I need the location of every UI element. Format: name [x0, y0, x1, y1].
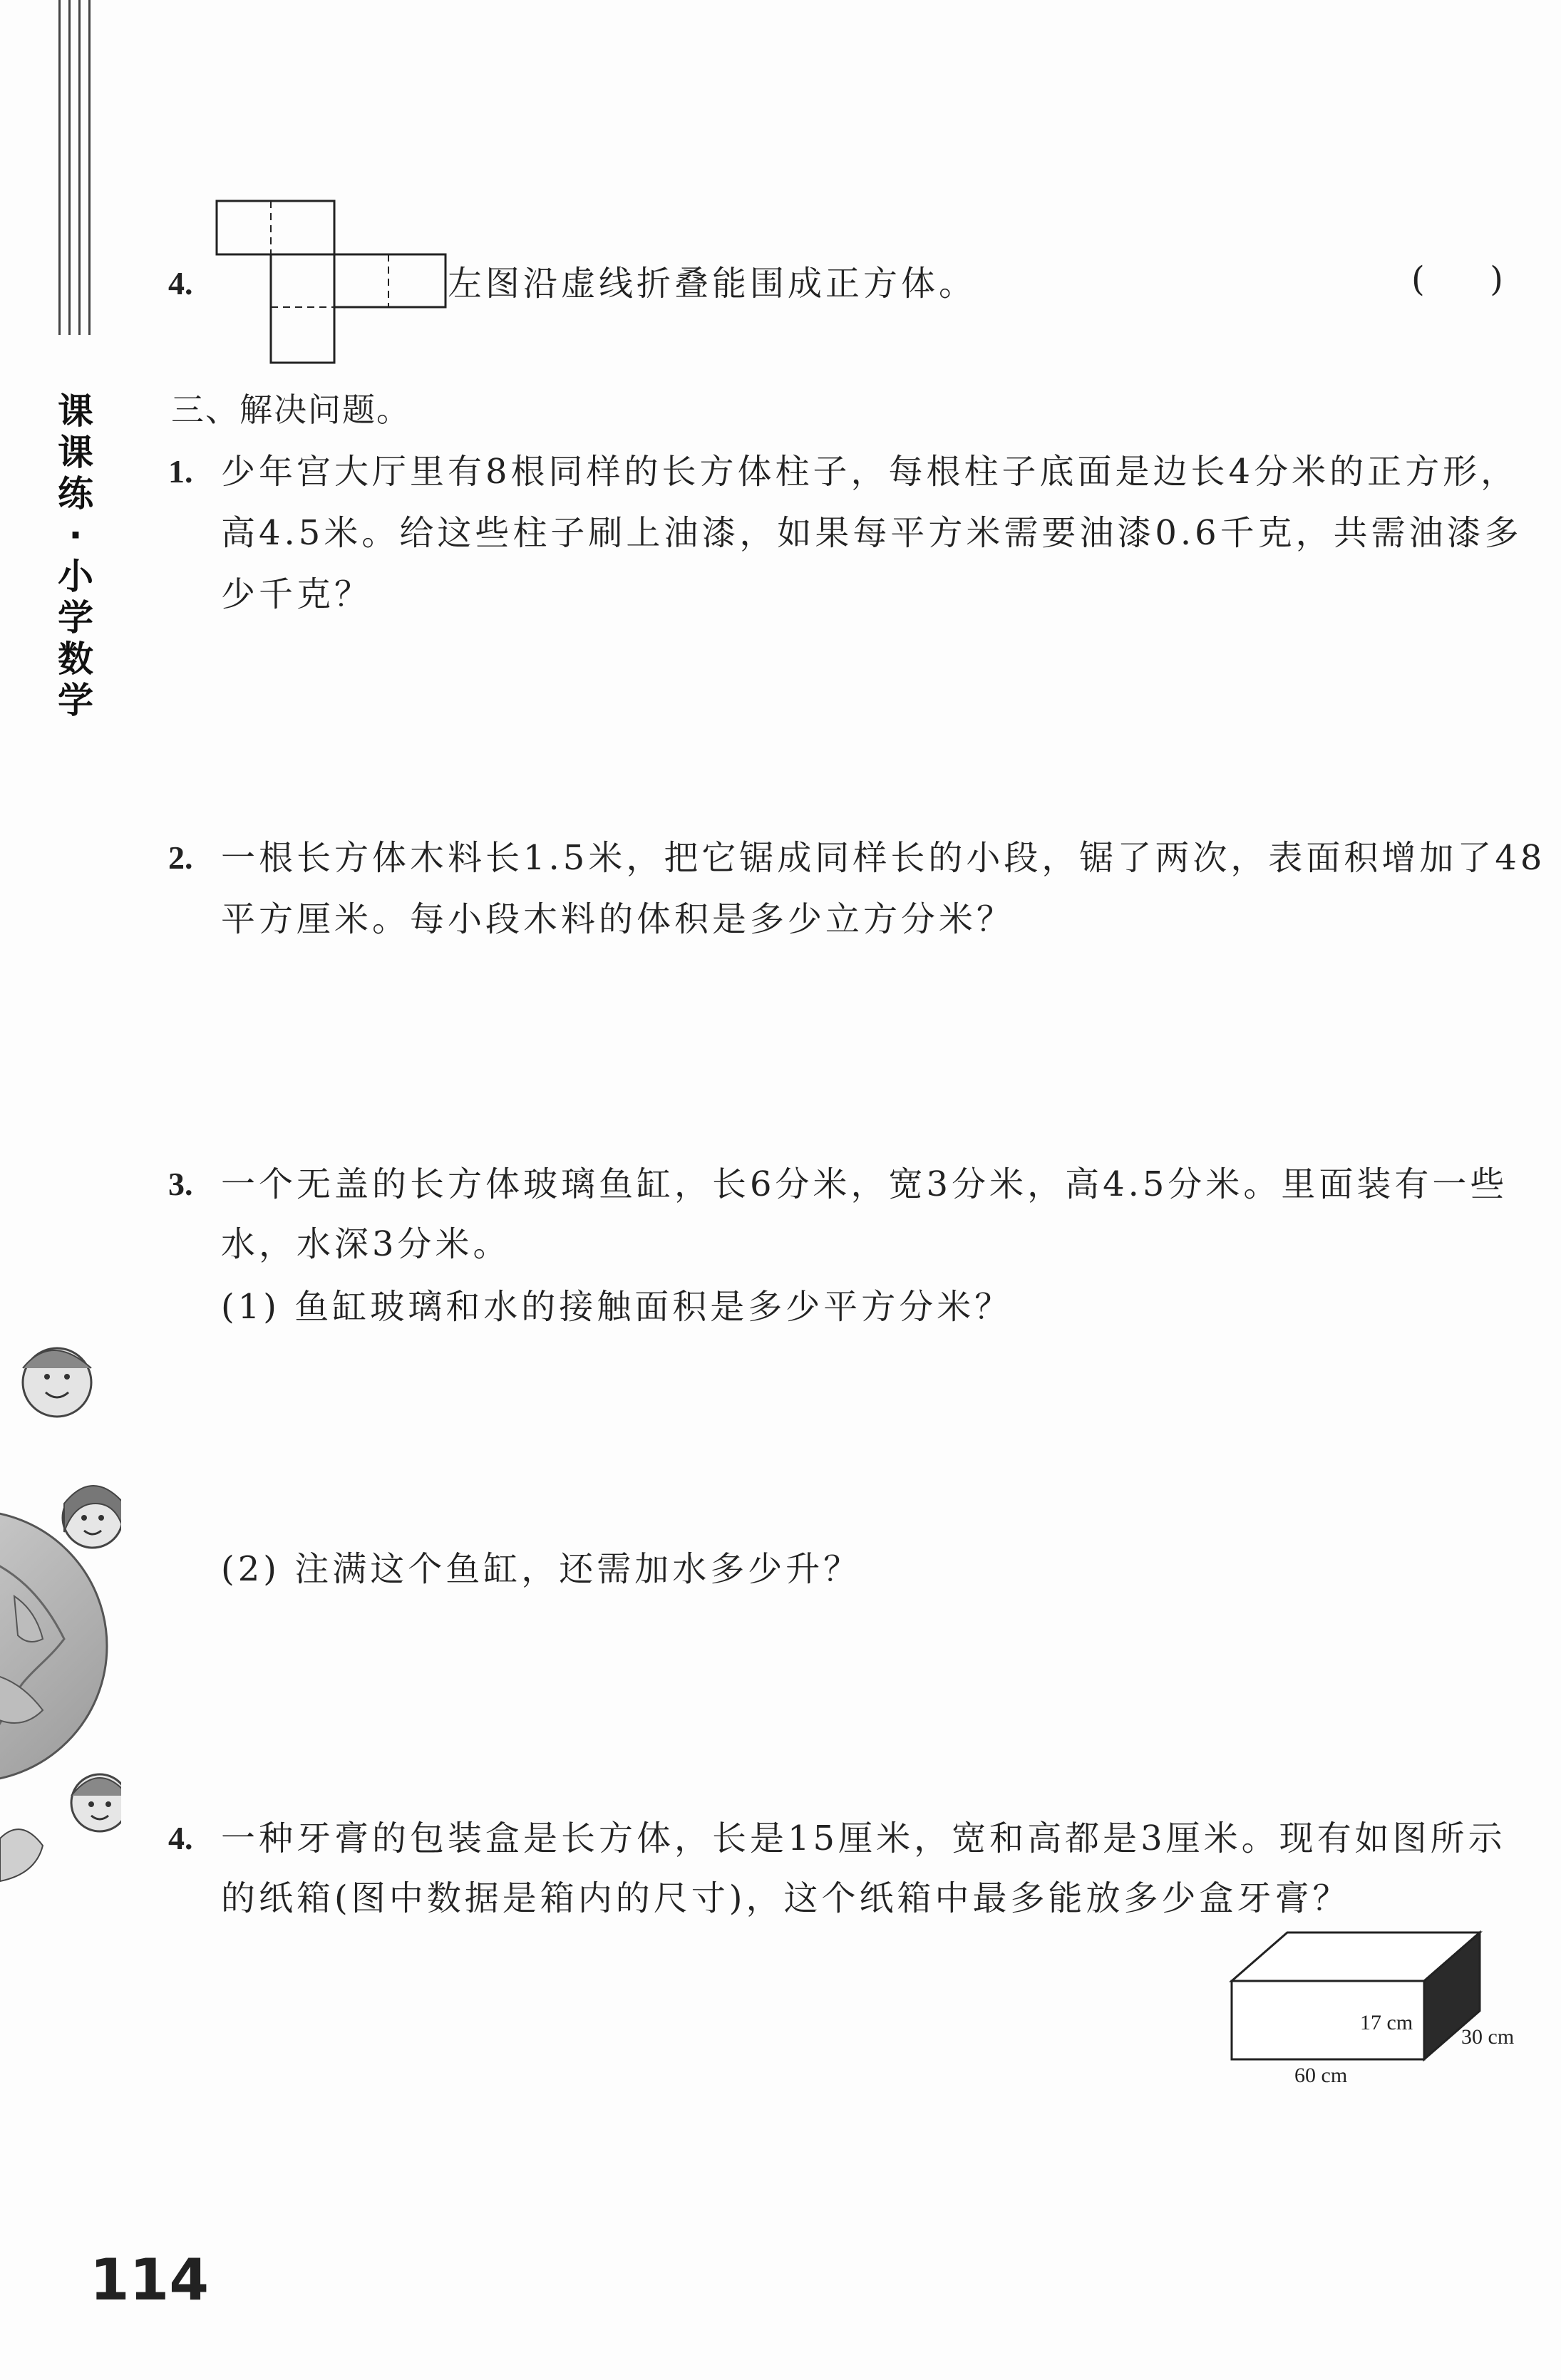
margin-line-2: [68, 0, 71, 335]
problem2-line2: 平方厘米。每小段木料的体积是多少立方分米？: [221, 899, 1015, 939]
page-number: 114: [90, 2247, 209, 2313]
box-height-label: 17 cm: [1360, 2011, 1413, 2034]
globe-children-illustration: [0, 1340, 121, 1895]
cube-net-figure: [214, 198, 449, 366]
judge-q4-text: 左图沿虚线折叠能围成正方体。: [448, 264, 977, 304]
problem3-line1: 一个无盖的长方体玻璃鱼缸，长6分米，宽3分米，高4.5分米。里面装有一些: [221, 1164, 1508, 1204]
problem4-line1: 一种牙膏的包装盒是长方体，长是15厘米，宽和高都是3厘米。现有如图所示: [221, 1818, 1506, 1858]
problem3-sub2: (2) 注满这个鱼缸，还需加水多少升？: [221, 1549, 862, 1589]
problem4-number: 4.: [168, 1820, 193, 1856]
side-title-char: ·: [68, 514, 83, 556]
side-title-char: 课: [58, 432, 93, 473]
side-title-char: 小: [58, 556, 93, 597]
problem3-number: 3.: [168, 1166, 193, 1202]
side-title-char: 练: [58, 473, 93, 514]
problem1-line1: 少年宫大厅里有8根同样的长方体柱子，每根柱子底面是边长4分米的正方形，: [221, 452, 1519, 492]
problem3-line2: 水，水深3分米。: [221, 1224, 511, 1264]
side-title-char: 课: [58, 390, 93, 432]
problem2-line1: 一根长方体木料长1.5米，把它锯成同样长的小段，锯了两次，表面积增加了48: [221, 838, 1546, 878]
side-title: [54, 390, 97, 721]
margin-line-3: [78, 0, 81, 335]
side-title-char: 学: [58, 597, 93, 638]
problem4-line2: 的纸箱(图中数据是箱内的尺寸)，这个纸箱中最多能放多少盒牙膏？: [221, 1878, 1351, 1918]
judge-q4-number: 4.: [168, 265, 193, 301]
side-title-char: 数: [58, 638, 93, 680]
margin-line-4: [88, 0, 91, 335]
problem1-line2: 高4.5米。给这些柱子刷上油漆，如果每平方米需要油漆0.6千克，共需油漆多: [221, 513, 1523, 553]
carton-box-figure: [1226, 1924, 1532, 2095]
box-width-label: 30 cm: [1461, 2025, 1515, 2049]
box-length-label: 60 cm: [1294, 2064, 1348, 2087]
problem2-number: 2.: [168, 839, 193, 876]
judge-q4-answer-paren[interactable]: ( ): [1411, 259, 1503, 299]
section3-title: 三、解决问题。: [171, 390, 411, 429]
problem3-sub1: (1) 鱼缸玻璃和水的接触面积是多少平方分米？: [221, 1287, 1013, 1327]
problem1-line3: 少千克？: [221, 574, 373, 614]
margin-line-1: [58, 0, 61, 335]
side-title-char: 学: [58, 680, 93, 721]
problem1-number: 1.: [168, 453, 193, 490]
